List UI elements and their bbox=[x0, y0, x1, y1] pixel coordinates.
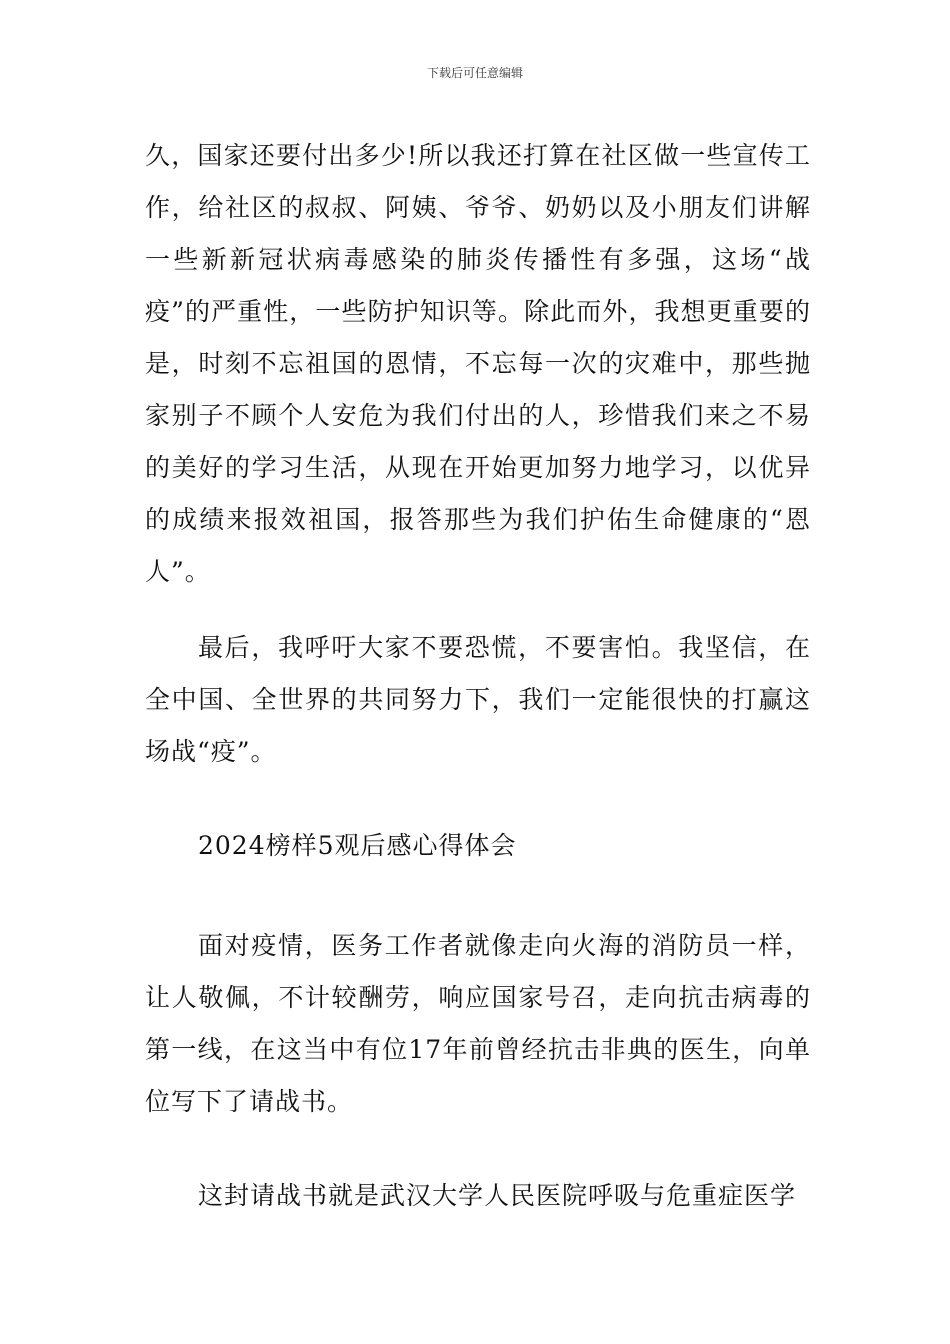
page-header: 下载后可任意编辑 bbox=[426, 66, 523, 80]
paragraph-2: 最后，我呼吁大家不要恐慌，不要害怕。我坚信，在全中国、全世界的共同努力下，我们一定能很快的打赢这场战“疫”。 bbox=[145, 633, 811, 766]
section-heading: 2024榜样5观后感心得体会 bbox=[198, 831, 517, 860]
paragraph-1: 久，国家还要付出多少!所以我还打算在社区做一些宣传工作，给社区的叔叔、阿姨、爷爷、奶奶以及小朋友们讲解一些新新冠状病毒感染的肺炎传播性有多强，这场“战疫”的严重性，一些防护知识等。除此而外，我想更重要的是，时刻不忘祖国的恩情，不忘每一次的灾难中，那些抛家别子不顾个人安危为我们付出的人，珍惜我们来之不易的美好的学习生活，从现在开始更加努力地学习，以优异的成绩来报效祖国，报答那些为我们护佑生命健康的“恩人”。 bbox=[145, 141, 811, 586]
paragraph-4: 这封请战书就是武汉大学人民医院呼吸与危重症医学 bbox=[198, 1181, 797, 1210]
paragraph-3: 面对疫情，医务工作者就像走向火海的消防员一样，让人敬佩，不计较酬劳，响应国家号召，走向抗击病毒的第一线，在这当中有位17年前曾经抗击非典的医生，向单位写下了请战书。 bbox=[145, 931, 811, 1116]
